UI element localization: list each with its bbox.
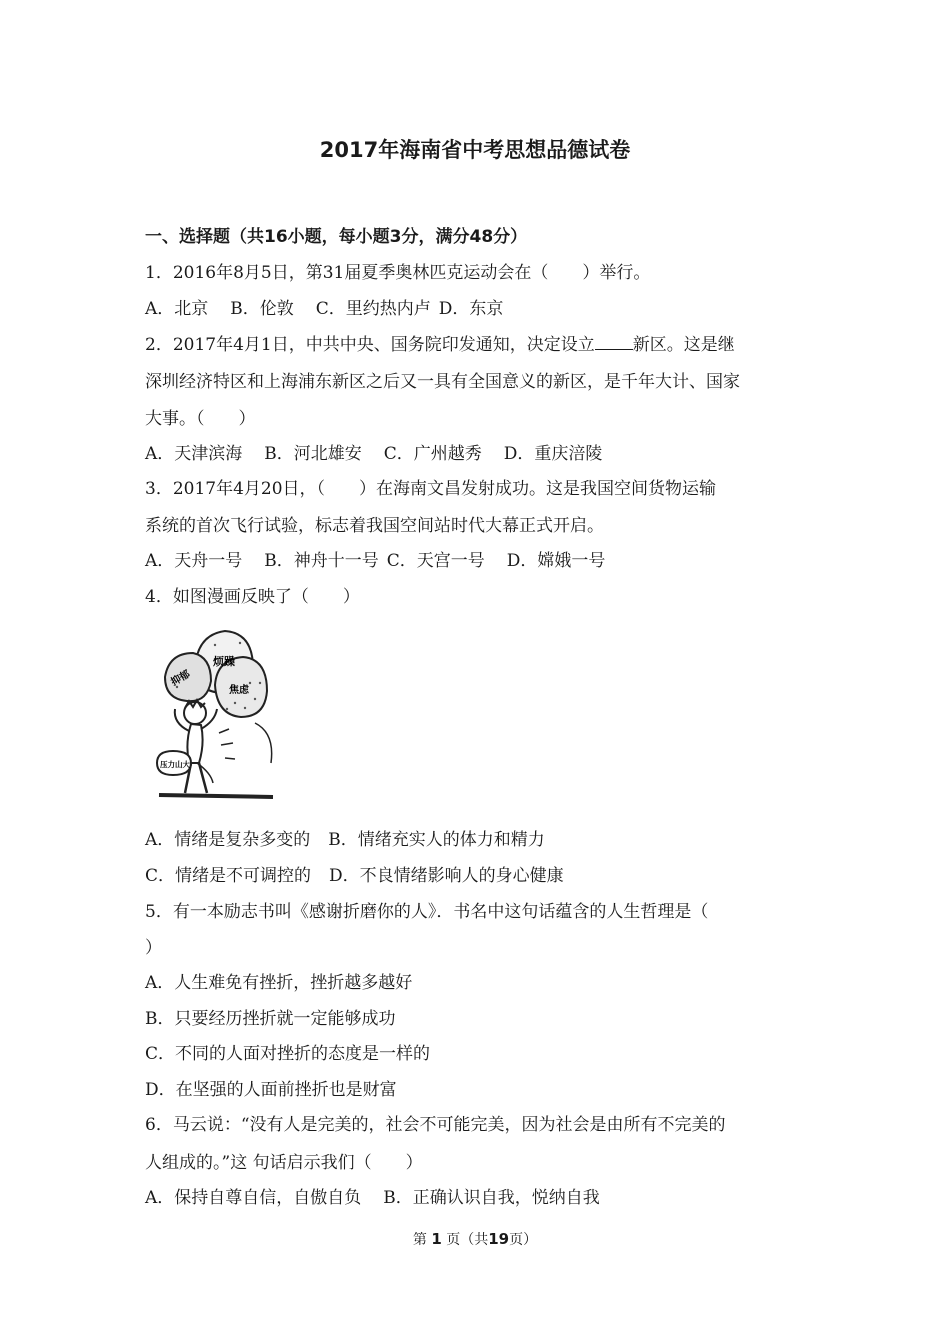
question-4-text: 4．如图漫画反映了（ ） xyxy=(145,587,360,607)
cartoon-label: 焦虑 xyxy=(229,685,249,696)
option: C．里约热内卢 xyxy=(315,299,431,319)
cartoon-image xyxy=(155,613,290,808)
question-line: 大事。（ ） xyxy=(145,409,256,429)
cartoon-label: 压力山大 xyxy=(160,760,190,769)
option: A．北京 xyxy=(145,299,209,319)
option: B．正确认识自我，悦纳自我 xyxy=(383,1188,600,1208)
option: B．神舟十一号 xyxy=(264,551,379,571)
option: D．嫦娥一号 xyxy=(506,551,606,571)
question-line: 新区。这是继 xyxy=(632,335,735,355)
option: D．重庆涪陵 xyxy=(503,444,603,464)
option: B．只要经历挫折就一定能够成功 xyxy=(145,1009,396,1029)
option: D．东京 xyxy=(438,299,504,319)
option: D．不良情绪影响人的身心健康 xyxy=(329,866,564,886)
option: B．伦敦 xyxy=(230,299,294,319)
section-heading: 一、选择题（共16小题，每小题3分，满分48分） xyxy=(145,227,528,247)
question-line: 深圳经济特区和上海浦东新区之后又一具有全国意义的新区，是千年大计、国家 xyxy=(145,372,740,392)
option: C．天宫一号 xyxy=(386,551,485,571)
option: A．情绪是复杂多变的 xyxy=(145,830,311,850)
question-line: 系统的首次飞行试验，标志着我国空间站时代大幕正式开启。 xyxy=(145,516,604,536)
question-3-options xyxy=(145,546,627,571)
answer-blank xyxy=(595,335,633,350)
option: C．广州越秀 xyxy=(383,444,482,464)
current-page: 1 xyxy=(431,1230,442,1248)
question-line: 2．2017年4月1日，中共中央、国务院印发通知，决定设立 xyxy=(145,335,595,355)
question-3-text: 3．2017年4月20日，（ ）在海南文昌发射成功。这是我国空间货物运输 xyxy=(145,479,717,499)
option: A．人生难免有挫折，挫折越多越好 xyxy=(145,973,413,993)
page-footer xyxy=(0,1229,950,1249)
footer-middle: 页（共 xyxy=(446,1232,489,1248)
question-6-options xyxy=(145,1183,622,1208)
option: C．情绪是不可调控的 xyxy=(145,866,312,886)
cartoon-label: 烦躁 xyxy=(213,655,235,668)
question-line: ） xyxy=(145,938,162,958)
option: A．天舟一号 xyxy=(145,551,243,571)
option: D．在坚强的人面前挫折也是财富 xyxy=(145,1080,397,1100)
footer-prefix: 第 xyxy=(412,1232,427,1248)
option: B．河北雄安 xyxy=(264,444,362,464)
question-6-text: 6．马云说：“没有人是完美的，社会不可能完美，因为社会是由所有不完美的 xyxy=(145,1115,726,1135)
option: A．天津滨海 xyxy=(145,444,243,464)
footer-suffix: 页） xyxy=(509,1232,538,1248)
question-2-text xyxy=(145,330,735,355)
cartoon-label: 抑郁 xyxy=(169,668,193,689)
page-title: 2017年海南省中考思想品德试卷 xyxy=(319,138,631,162)
option: A．保持自尊自信，自傲自负 xyxy=(145,1188,362,1208)
question-1-text: 1．2016年8月5日，第31届夏季奥林匹克运动会在（ ）举行。 xyxy=(145,263,651,283)
question-5-text: 5．有一本励志书叫《感谢折磨你的人》．书名中这句话蕴含的人生哲理是（ xyxy=(145,902,709,922)
question-1-options xyxy=(145,294,525,319)
question-4-options xyxy=(145,825,567,850)
total-pages: 19 xyxy=(488,1230,510,1248)
question-2-options xyxy=(145,439,624,464)
option: C．不同的人面对挫折的态度是一样的 xyxy=(145,1044,431,1064)
question-line: 人组成的。”这 句话启示我们（ ） xyxy=(145,1153,423,1173)
option: B．情绪充实人的体力和精力 xyxy=(328,830,545,850)
question-4-options xyxy=(145,861,586,886)
